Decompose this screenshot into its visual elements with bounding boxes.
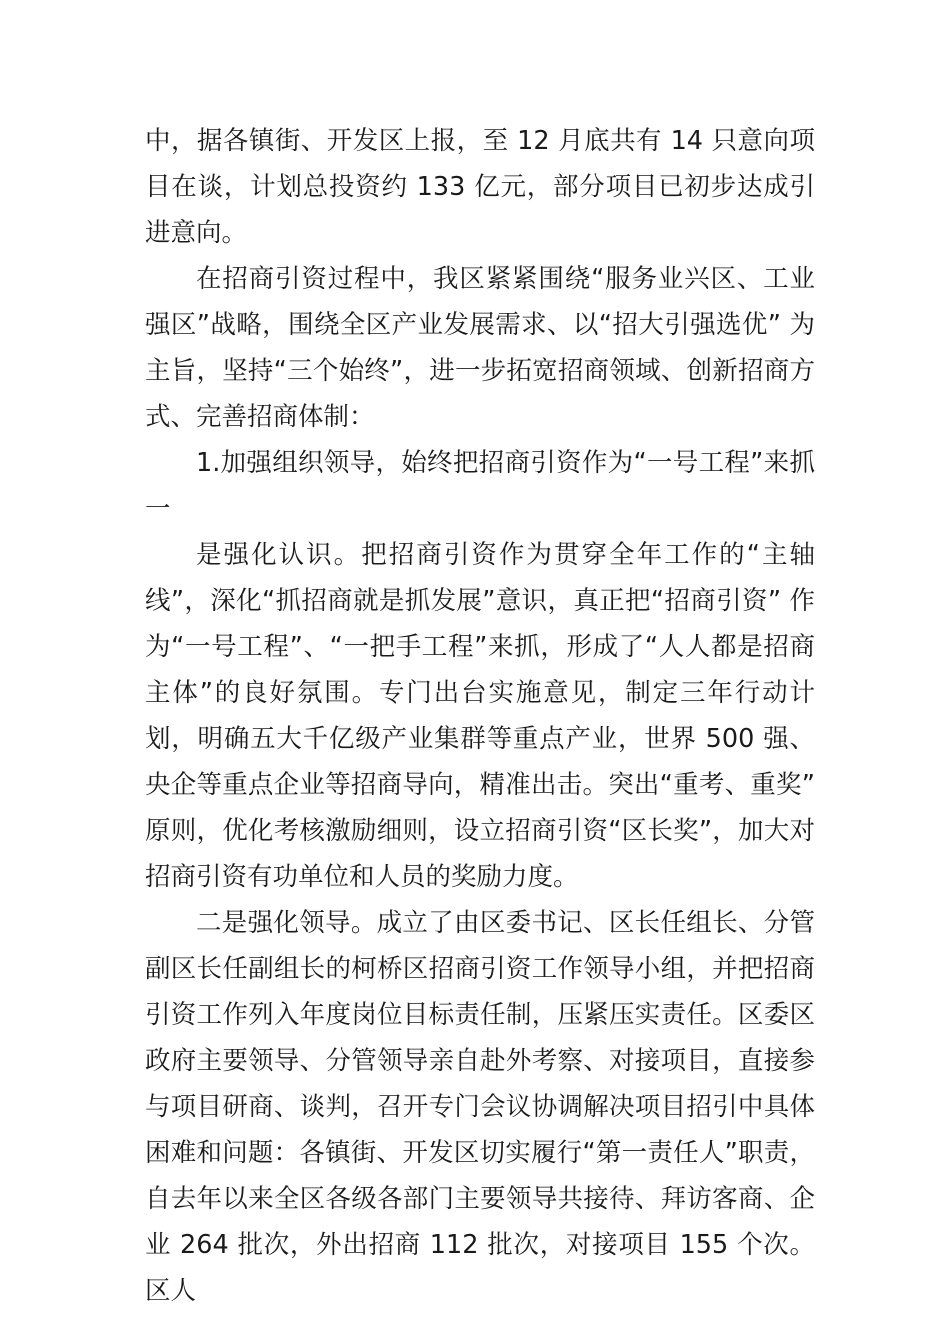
paragraph-2: 在招商引资过程中，我区紧紧围绕“服务业兴区、工业强区”战略，围绕全区产业发展需求、以“招大引强选优” 为主旨，坚持“三个始终”，进一步拓宽招商领域、创新招商方式、完善招商体制： bbox=[145, 264, 815, 432]
paragraph-4: 二是强化领导。成立了由区委书记、区长任组长、分管副区长任副组长的柯桥区招商引资工作领导小组，并把招商引资工作列入年度岗位目标责任制，压紧压实责任。区委区政府主要领导、分管领导亲自赴外考察、对接项目，直接参 与项目研商、谈判，召开专门会议协调解决项目招引中具体困难和问题：各镇街、开发区切实履行“第一责任人”职责， 自去年以来全区各级各部门主要领导共接待、拜访客商、企业 264 批次，外出招商 112 批次，对接项目 155 个次。区人 bbox=[145, 908, 815, 1306]
document-page bbox=[145, 118, 815, 1314]
paragraph-1: 中，据各镇街、开发区上报，至 12 月底共有 14 只意向项目在谈，计划总投资约 133 亿元，部分项目已初步达成引进意向。 bbox=[145, 126, 815, 248]
paragraph-3: 是强化认识。把招商引资作为贯穿全年工作的“主轴线”，深化“抓招商就是抓发展”意识，真正把“招商引资” 作为“一号工程”、“一把手工程”来抓，形成了“人人都是招商主体”的良好氛围。专门出台实施意见，制定三年行动计划，明确五大千亿级产业集群等重点产业，世界 500 强、央企等重点企业等招商导向，精准出击。突出“重考、重奖” 原则，优化考核激励细则，设立招商引资“区长奖”，加大对招商引资有功单位和人员的奖励力度。 bbox=[145, 540, 815, 892]
section-heading: 1.加强组织领导，始终把招商引资作为“一号工程”来抓一 bbox=[145, 448, 815, 524]
